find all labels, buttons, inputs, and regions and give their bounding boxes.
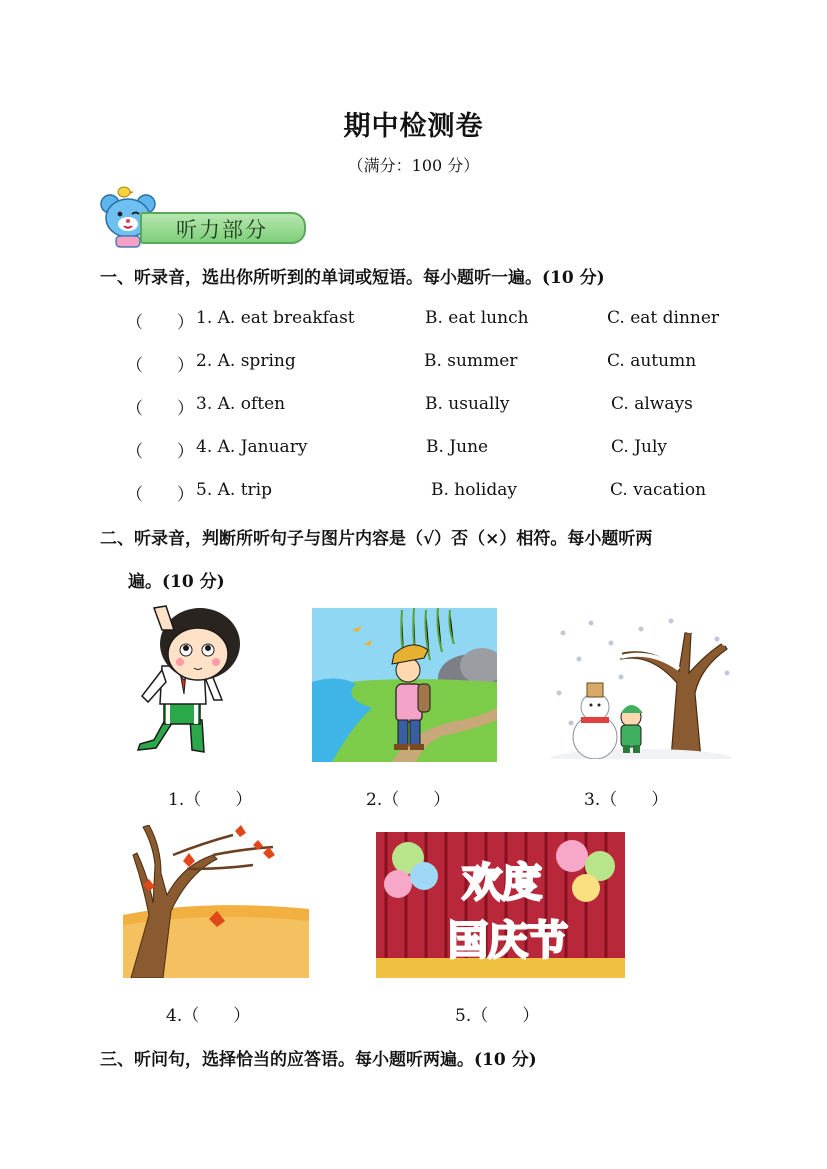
q1-item-2 (0, 351, 827, 375)
option-b: B. eat lunch (425, 308, 529, 328)
option-b: B. usually (425, 394, 510, 414)
answer-blank[interactable]: （ ） (126, 442, 194, 462)
option-c: C. always (611, 394, 693, 414)
option-c: C. July (611, 437, 668, 457)
option-a: 1. A. eat breakfast (196, 308, 355, 328)
poster-top-text: 欢度 (462, 860, 542, 906)
option-c: C. vacation (610, 480, 707, 500)
option-a: 3. A. often (196, 394, 286, 414)
girl-exercising-picture (126, 600, 250, 758)
page-title: 期中检测卷 (343, 111, 484, 142)
option-b: B. June (426, 437, 489, 457)
q1-item-1 (0, 308, 827, 332)
option-a: 2. A. spring (196, 351, 296, 371)
picture-4-label[interactable]: 4.（ ） (166, 1006, 251, 1026)
q1-item-3 (0, 394, 827, 418)
option-c: C. autumn (607, 351, 697, 371)
option-b: B. holiday (431, 480, 517, 500)
answer-blank[interactable]: （ ） (126, 399, 194, 419)
picture-5-label[interactable]: 5.（ ） (455, 1006, 540, 1026)
option-b: B. summer (424, 351, 518, 371)
answer-blank[interactable]: （ ） (126, 485, 194, 505)
national-day-poster-picture (376, 832, 625, 978)
snowman-winter-picture (551, 613, 733, 759)
section-label: 听力部分 (176, 218, 268, 242)
listening-section-banner (100, 186, 306, 248)
score-subtitle: （满分：100 分） (347, 156, 480, 175)
option-a: 5. A. trip (196, 480, 272, 500)
q1-item-4 (0, 437, 827, 461)
q3-heading: 三、听问句，选择恰当的应答语。每小题听两遍。(10 分) (100, 1050, 537, 1070)
q2-heading-line1: 二、听录音，判断所听句子与图片内容是（√）否（×）相符。每小题听两 (100, 529, 653, 549)
q1-item-5 (0, 480, 827, 504)
q2-heading-line2: 遍。(10 分) (128, 572, 225, 592)
picture-2-label[interactable]: 2.（ ） (366, 790, 451, 810)
option-c: C. eat dinner (607, 308, 720, 328)
autumn-tree-picture (123, 825, 309, 978)
option-a: 4. A. January (196, 437, 308, 457)
poster-bottom-text: 国庆节 (448, 918, 568, 964)
answer-blank[interactable]: （ ） (126, 313, 194, 333)
q1-heading: 一、听录音，选出你所听到的单词或短语。每小题听一遍。(10 分) (100, 268, 605, 288)
picture-1-label[interactable]: 1.（ ） (168, 790, 253, 810)
hiker-spring-picture (312, 608, 497, 762)
answer-blank[interactable]: （ ） (126, 356, 194, 376)
picture-3-label[interactable]: 3.（ ） (584, 790, 669, 810)
